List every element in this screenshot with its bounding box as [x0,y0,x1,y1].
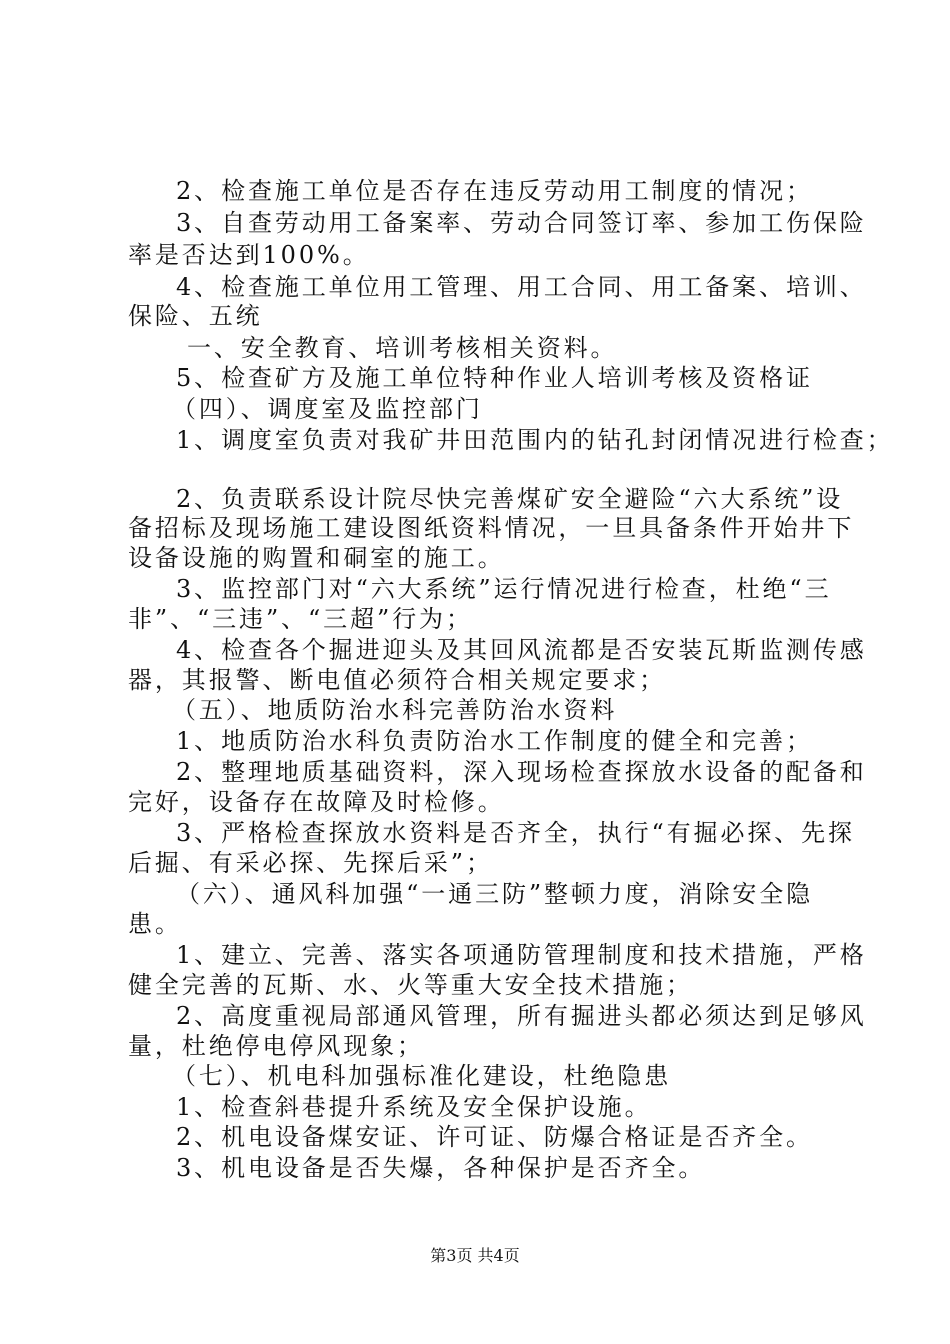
text-line: 量，杜绝停电停风现象； [128,1032,424,1060]
text-line: 4、检查各个掘进迎头及其回风流都是否安装瓦斯监测传感 [176,636,867,664]
text-line: 保险、五统 [128,302,263,330]
text-line: 后掘、有采必探、先探后采”； [128,849,493,877]
text-line: 2、检查施工单位是否存在违反劳动用工制度的情况； [176,177,813,205]
text-line: 器，其报警、断电值必须符合相关规定要求； [128,666,666,694]
section-heading: （六）、通风科加强“一通三防”整顿力度，消除安全隐 [176,880,814,908]
page-footer: 第3页 共4页 [430,1246,520,1265]
text-line: 完好，设备存在故障及时检修。 [128,788,505,816]
text-line: 健全完善的瓦斯、水、火等重大安全技术措施； [128,971,693,999]
text-line: 非”、“三违”、“三超”行为； [128,605,473,633]
text-line: 2、机电设备煤安证、许可证、防爆合格证是否齐全。 [176,1123,813,1151]
text-line: 1、建立、完善、落实各项通防管理制度和技术措施，严格 [176,941,867,969]
text-line: 3、监控部门对“六大系统”运行情况进行检查，杜绝“三 [176,575,832,603]
text-line: 患。 [128,910,182,938]
text-line: 1、调度室负责对我矿井田范围内的钻孔封闭情况进行检查； [176,426,894,454]
text-line: 3、机电设备是否失爆，各种保护是否齐全。 [176,1154,706,1182]
section-heading: （七）、机电科加强标准化建设，杜绝隐患 [172,1062,672,1090]
text-line: 2、整理地质基础资料，深入现场检查探放水设备的配备和 [176,758,867,786]
text-line: 设备设施的购置和硐室的施工。 [128,544,505,572]
text-line: 5、检查矿方及施工单位特种作业人培训考核及资格证 [176,364,813,392]
text-line: 3、严格检查探放水资料是否齐全，执行“有掘必探、先探 [176,819,855,847]
text-line: 1、检查斜巷提升系统及安全保护设施。 [176,1093,652,1121]
section-heading: （五）、地质防治水科完善防治水资料 [172,696,618,724]
text-line: 2、高度重视局部通风管理，所有掘进头都必须达到足够风 [176,1002,867,1030]
text-line: 备招标及现场施工建设图纸资料情况，一旦具备条件开始井下 [128,514,855,542]
text-line: 4、检查施工单位用工管理、用工合同、用工备案、培训、 [176,273,867,301]
text-line: 一、安全教育、培训考核相关资料。 [187,334,618,362]
text-line: 率是否达到100%。 [128,241,370,269]
text-line: 1、地质防治水科负责防治水工作制度的健全和完善； [176,727,813,755]
section-heading: （四）、调度室及监控部门 [172,395,483,423]
text-line: 3、自查劳动用工备案率、劳动合同签订率、参加工伤保险 [176,209,867,237]
text-line: 2、负责联系设计院尽快完善煤矿安全避险“六大系统”设 [176,485,844,513]
